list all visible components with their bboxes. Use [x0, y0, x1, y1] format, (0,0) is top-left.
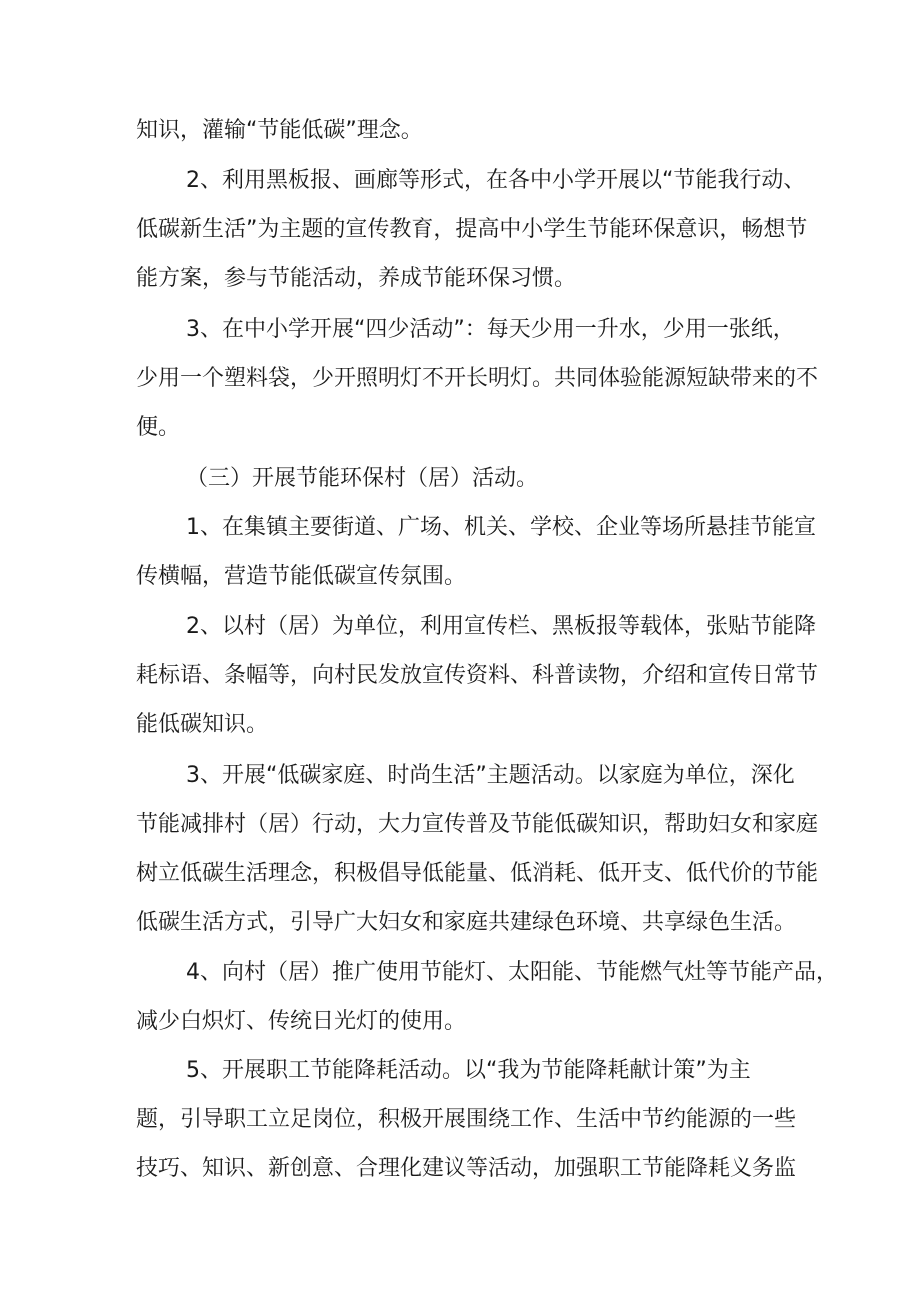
- text-line: 耗标语、条幅等，向村民发放宣传资料、科普读物，介绍和宣传日常节: [136, 663, 819, 688]
- text-line: 能方案，参与节能活动，养成节能环保习惯。: [136, 266, 577, 291]
- text-line: 树立低碳生活理念，积极倡导低能量、低消耗、低开支、低代价的节能: [136, 861, 819, 886]
- text-line: 2、利用黑板报、画廊等形式，在各中小学开展以“节能我行动、: [186, 168, 806, 193]
- text-line: 能低碳知识。: [136, 712, 269, 737]
- text-line: （三）开展节能环保村（居）活动。: [186, 466, 539, 491]
- text-line: 低碳生活方式，引导广大妇女和家庭共建绿色环境、共享绿色生活。: [136, 910, 797, 935]
- text-line: 节能减排村（居）行动，大力宣传普及节能低碳知识，帮助妇女和家庭: [136, 812, 819, 837]
- text-line: 5、开展职工节能降耗活动。以“我为节能降耗献计策”为主: [186, 1058, 751, 1083]
- text-line: 题，引导职工立足岗位，积极开展围绕工作、生活中节约能源的一些: [136, 1107, 797, 1132]
- text-line: 传横幅，营造节能低碳宣传氛围。: [136, 564, 467, 589]
- paragraph-item-2-village: [136, 602, 819, 749]
- text-line: 4、向村（居）推广使用节能灯、太阳能、节能燃气灶等节能产品，: [186, 960, 838, 985]
- paragraph-continuation: [136, 106, 796, 155]
- text-line: 减少白炽灯、传统日光灯的使用。: [136, 1009, 467, 1034]
- text-line: 便。: [136, 415, 181, 440]
- section-heading-3: [136, 454, 796, 503]
- text-line: 3、在中小学开展“四少活动”：每天少用一升水，少用一张纸，: [186, 317, 795, 342]
- text-line: 少用一个塑料袋，少开照明灯不开长明灯。共同体验能源短缺带来的不: [136, 366, 819, 391]
- paragraph-item-3-low-carbon-family: [136, 751, 819, 947]
- text-line: 3、开展“低碳家庭、时尚生活”主题活动。以家庭为单位，深化: [186, 763, 795, 788]
- paragraph-item-2-blackboard: [136, 156, 808, 303]
- paragraph-item-4-energy-products: [136, 948, 838, 1046]
- paragraph-item-3-four-less: [136, 305, 819, 452]
- text-line: 低碳新生活”为主题的宣传教育，提高中小学生节能环保意识，畅想节: [136, 217, 808, 242]
- text-line: 2、以村（居）为单位，利用宣传栏、黑板报等载体，张贴节能降: [186, 614, 816, 639]
- paragraph-item-5-staff: [136, 1046, 796, 1193]
- text-line: 知识，灌输“节能低碳”理念。: [136, 118, 423, 143]
- text-line: 技巧、知识、新创意、合理化建议等活动，加强职工节能降耗义务监: [136, 1156, 797, 1181]
- paragraph-item-1-banners: [136, 503, 816, 601]
- text-line: 1、在集镇主要街道、广场、机关、学校、企业等场所悬挂节能宣: [186, 515, 816, 540]
